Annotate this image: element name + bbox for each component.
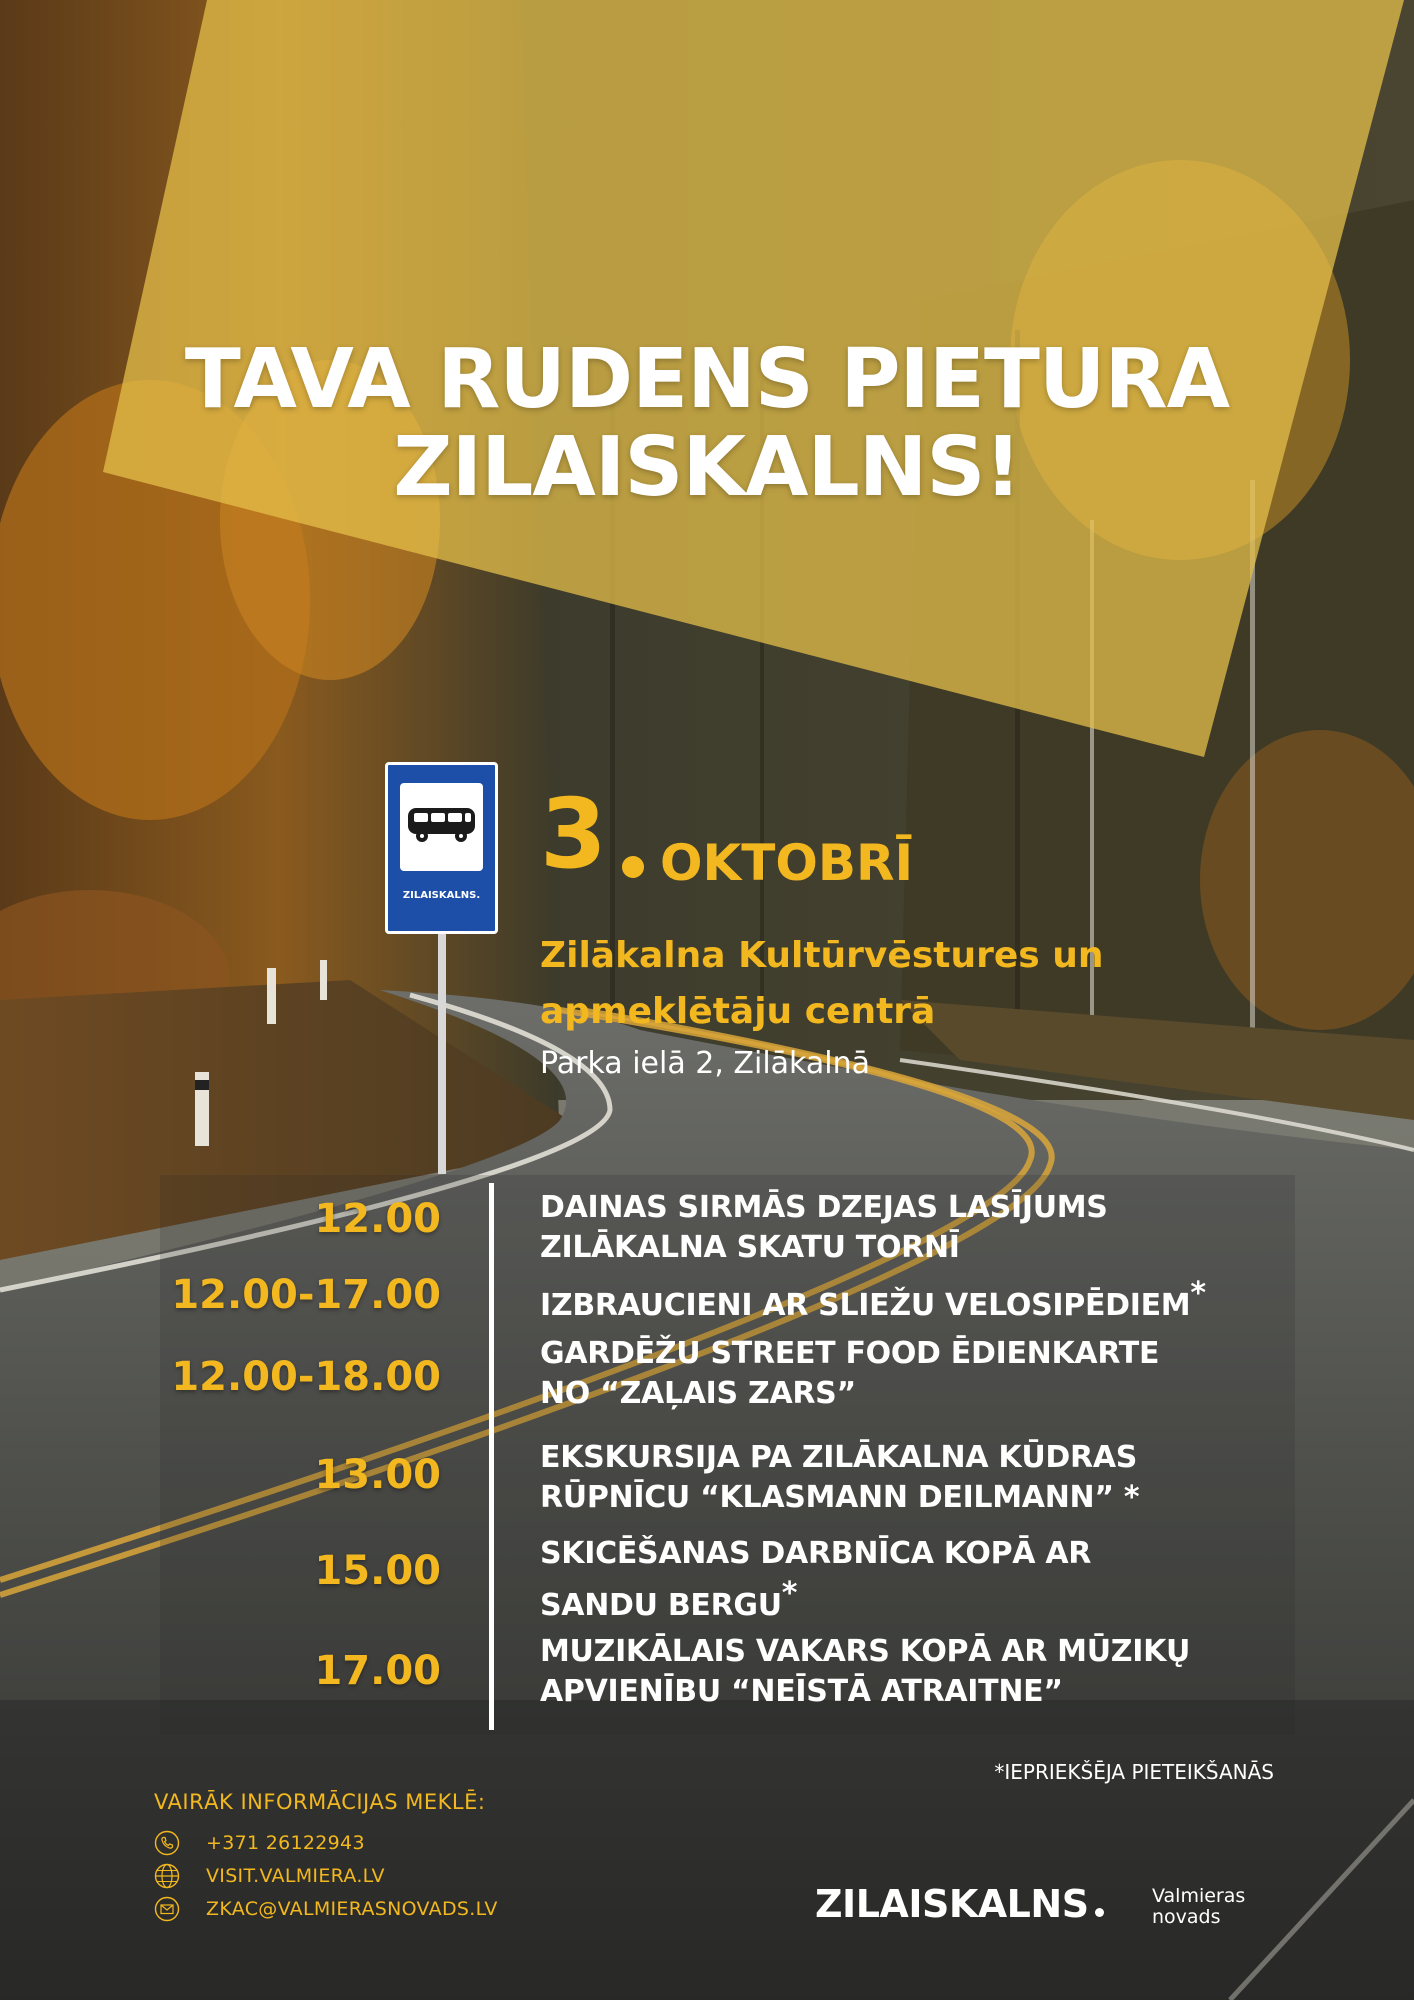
sign-panel <box>400 783 483 871</box>
event-6-line-2: APVIENĪBU “NEĪSTĀ ATRAITNE” <box>540 1674 1063 1709</box>
event-3-line-1: GARDĒŽU STREET FOOD ĒDIENKARTE <box>540 1336 1160 1371</box>
zilaiskalns-logo <box>815 1882 1104 1926</box>
schedule-event-4 <box>540 1438 1300 1518</box>
footnote: *IEPRIEKŠĒJA PIETEIKŠANĀS <box>994 1760 1274 1784</box>
logo-text: ZILAISKALNS <box>815 1882 1089 1926</box>
mail-icon <box>154 1896 180 1922</box>
event-4-line-2: RŪPNĪCU “KLASMANN DEILMANN” <box>540 1480 1114 1515</box>
bus-icon <box>406 805 477 845</box>
schedule-time-2: 12.00-17.00 <box>171 1272 441 1318</box>
schedule-event-5 <box>540 1534 1300 1626</box>
venue-line-2: apmeklētāju centrā <box>540 991 936 1032</box>
schedule-divider <box>489 1183 494 1730</box>
event-6-line-1: MUZIKĀLAIS VAKARS KOPĀ AR MŪZIKŲ <box>540 1634 1191 1669</box>
venue-name <box>540 928 1103 1040</box>
globe-icon <box>154 1863 180 1889</box>
event-2-mark: * <box>1190 1276 1206 1311</box>
event-1-line-2: ZILĀKALNA SKATU TORNĪ <box>540 1230 960 1265</box>
schedule-event-2 <box>540 1274 1300 1326</box>
sign-name: ZILAISKALNS. <box>402 890 481 901</box>
sign-pole <box>438 934 446 1174</box>
event-4-line-1: EKSKURSIJA PA ZILĀKALNA KŪDRAS <box>540 1440 1138 1475</box>
schedule-time-5: 15.00 <box>314 1548 441 1594</box>
venue-line-1: Zilākalna Kultūrvēstures un <box>540 935 1104 976</box>
contact-web[interactable]: VISIT.VALMIERA.LV <box>206 1865 385 1887</box>
partner-line-1: Valmieras <box>1152 1885 1246 1907</box>
event-2-line-1: IZBRAUCIENI AR SLIEŽU VELOSIPĒDIEM <box>540 1288 1191 1323</box>
contact-web-row[interactable] <box>154 1861 385 1891</box>
partner-line-2: novads <box>1152 1906 1221 1928</box>
event-day: 3 <box>540 778 607 890</box>
schedule-event-3 <box>540 1334 1300 1414</box>
event-month: OKTOBRĪ <box>660 834 914 892</box>
event-5-line-1: SKICĒŠANAS DARBNĪCA KOPĀ AR <box>540 1536 1092 1571</box>
event-1-line-1: DAINAS SIRMĀS DZEJAS LASĪJUMS <box>540 1190 1108 1225</box>
schedule-event-6 <box>540 1632 1300 1712</box>
bus-stop-sign <box>385 762 498 934</box>
schedule-time-3: 12.00-18.00 <box>171 1354 441 1400</box>
schedule-time-4: 13.00 <box>314 1452 441 1498</box>
contact-heading: VAIRĀK INFORMĀCIJAS MEKLĒ: <box>154 1790 486 1814</box>
schedule-event-1 <box>540 1188 1300 1268</box>
schedule-time-1: 12.00 <box>314 1196 441 1242</box>
contact-email[interactable]: ZKAC@VALMIERASNOVADS.LV <box>206 1898 498 1920</box>
event-3-line-2: NO “ZAĻAIS ZARS” <box>540 1376 856 1411</box>
logo-dot <box>1095 1908 1104 1917</box>
schedule-time-6: 17.00 <box>314 1648 441 1694</box>
day-dot <box>622 856 644 878</box>
title-line-1: TAVA RUDENS PIETURA <box>184 332 1230 427</box>
event-5-line-2: SANDU BERGU <box>540 1588 782 1623</box>
contact-email-row[interactable] <box>154 1894 498 1924</box>
valmieras-novads-logo <box>1152 1886 1245 1928</box>
contact-phone[interactable]: +371 26122943 <box>206 1832 365 1854</box>
event-5-mark: * <box>781 1576 798 1611</box>
contact-phone-row[interactable] <box>154 1828 365 1858</box>
venue-address: Parka ielā 2, Zilākalnā <box>540 1046 870 1081</box>
event-4-mark: * <box>1123 1480 1140 1515</box>
phone-icon <box>154 1830 180 1856</box>
title-line-2: ZILAISKALNS! <box>393 420 1021 515</box>
